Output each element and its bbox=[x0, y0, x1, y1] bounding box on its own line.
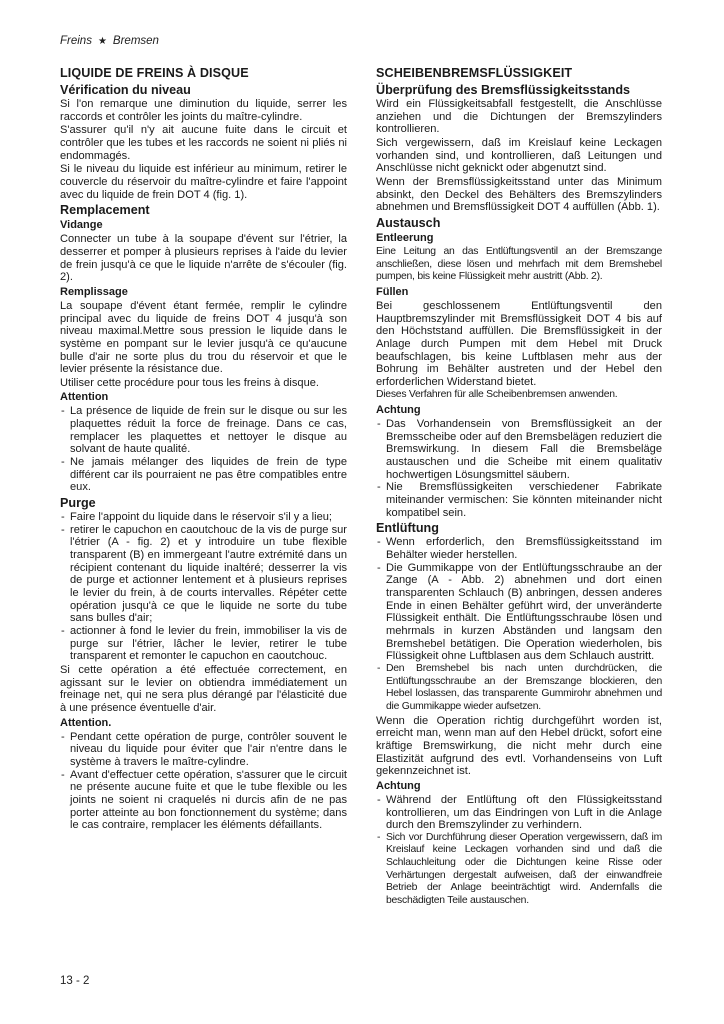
german-column bbox=[376, 66, 662, 909]
vidange-heading: Vidange bbox=[60, 219, 103, 232]
entlueftung-heading: Entlüftung bbox=[376, 521, 439, 536]
achtung-list bbox=[376, 418, 662, 519]
header-french: Freins bbox=[60, 35, 92, 47]
list-item: - Den Bremshebel bis nach unten durchdrücken, die Entlüftungsschraube an der Bremszange blockieren, den Hebel loslassen, das transparente Gummirohr abnehmen und die Gummikappe wieder aufsetzen. bbox=[376, 663, 662, 714]
check-heading: Überprüfung des Bremsflüssigkeitsstands bbox=[376, 83, 631, 97]
section-title-fr: LIQUIDE DE FREINS À DISQUE bbox=[60, 66, 249, 80]
verif-paragraph-1: Si l'on remarque une diminution du liquide, serrer les raccords et contrôler les joints du maître-cylindre. bbox=[60, 98, 347, 123]
achtung2-list bbox=[376, 794, 662, 908]
list-item: - La présence de liquide de frein sur le disque ou sur les plaquettes réduit la force de freinage. Dans ce cas, remplacer les plaquettes et nettoyer le disque au solvant de haute qualité. bbox=[60, 405, 347, 456]
entlueftung-list bbox=[376, 536, 662, 713]
purge-paragraph: Si cette opération a été effectuée correctement, en agissant sur le levier on obtiendra immédiatement un freinage net, qui ne sera plus dérangé par l'élasticité due à une présence éventuelle d'air. bbox=[60, 663, 347, 714]
attention-heading: Attention bbox=[60, 391, 109, 404]
list-item: - Sich vor Durchführung dieser Operation vergewissern, daß im Kreislauf keine Leckagen vorhanden sind und daß die Schlauchleitung oder die Dichtungen keine Risse oder Verhärtungen dergestalt aufweisen, daß der einwandfreie Betrieb der Anlage beeinträchtigt wird. Andernfalls die beschädigten Teile austauschen. bbox=[376, 832, 662, 908]
page-number: 13 - 2 bbox=[60, 975, 90, 987]
attention2-heading: Attention. bbox=[60, 716, 112, 729]
section-title-de: SCHEIBENBREMSFLÜSSIGKEIT bbox=[376, 66, 573, 80]
fuellen-paragraph-2: Dieses Verfahren für alle Scheibenbremsen anwenden. bbox=[376, 389, 618, 401]
check-paragraph-3: Wenn der Bremsflüssigkeitsstand unter das Minimum absinkt, den Deckel des Behälters des Bremszylinders abnehmen und Bremsflüssigkeit DOT 4 auffüllen (Abb. 1). bbox=[376, 175, 662, 214]
page-header bbox=[60, 35, 159, 47]
check-paragraph-2: Sich vergewissern, daß im Kreislauf keine Leckagen vorhanden sind, und kontrollieren, daß Leitungen und Anschlüsse nicht geknickt oder abgenutzt sind. bbox=[376, 136, 662, 175]
list-item: - Das Vorhandensein von Bremsflüssigkeit an der Bremsscheibe oder auf den Bremsbelägen reduziert die Bremswirkung. In diesem Fall die Bremsbeläge austauschen und die Scheibe mit einem qualitativ hochwertigen Lösungsmittel säubern. bbox=[376, 418, 662, 481]
list-item: - Avant d'effectuer cette opération, s'assurer que le circuit ne présente aucune fuite et que le tube flexible ou les joints ne soient ni craquelés ni durcis afin de ne pas porter atteinte au bon fonctionnement du système; dans le cas contraire, remplacer les éléments défaillants. bbox=[60, 769, 347, 832]
check-paragraph-1: Wird ein Flüssigkeitsabfall festgestellt, die Anschlüsse anziehen und die Dichtungen der Bremszylinders kontrollieren. bbox=[376, 98, 662, 136]
list-item: - Ne jamais mélanger des liquides de frein de type différent car ils pourraient ne pas être compatibles entre eux. bbox=[60, 456, 347, 494]
attention2-list bbox=[60, 731, 347, 832]
list-item: - Nie Bremsflüssigkeiten verschiedener Fabrikate miteinander vermischen: Sie könnten miteinander nicht kompatibel sein. bbox=[376, 481, 662, 519]
fuellen-paragraph-1: Bei geschlossenem Entlüftungsventil den Hauptbremszylinder mit Bremsflüssigkeit DOT 4 bis auf den Höchststand auffüllen. Die Bremsflüssigkeit in der Anlage durch Pumpen mit dem Hebel mit Druck beaufschlagen, bis keine Luftblasen mehr aus der Bohrung im Behälter austreten und der Hebel den erforderlichen Widerstand bietet. bbox=[376, 299, 662, 388]
list-item: - retirer le capuchon en caoutchouc de la vis de purge sur l'étrier (A - fig. 2) et y introduire un tube flexible transparent (B) en immergeant l'autre extrémité dans un récipient contenant du liquide inaltéré; desserrer la vis de purge et actionner lentement et à plusieurs reprises le levier du frein, à de courts intervalles. Répéter cette opération jusqu'à ce que le liquide ne sorte du tube sans bulles d'air; bbox=[60, 524, 347, 625]
entleerung-paragraph: Eine Leitung an das Entlüftungsventil an der Bremszange anschließen, diese lösen und mehrfach mit dem Bremshebel pumpen, bis keine Flüssigkeit mehr austritt (Abb. 2). bbox=[376, 245, 662, 283]
remplissage-paragraph-2: Utiliser cette procédure pour tous les freins à disque. bbox=[60, 376, 319, 389]
achtung2-heading: Achtung bbox=[376, 779, 421, 792]
remplissage-heading: Remplissage bbox=[60, 285, 128, 298]
list-item: - actionner à fond le levier du frein, immobiliser la vis de purge sur l'étrier, lâcher le levier, retirer le tube transparent et remonter le capuchon en caoutchouc. bbox=[60, 625, 347, 663]
verif-paragraph-3: Si le niveau du liquide est inférieur au minimum, retirer le couvercle du réservoir du maître-cylindre et faire l'appoint avec du liquide de frein DOT 4 (fig. 1). bbox=[60, 163, 347, 201]
list-item: - Während der Entlüftung oft den Flüssigkeitsstand kontrollieren, um das Eindringen von Luft in die Anlage durch den Bremszylinder zu verhindern. bbox=[376, 794, 662, 832]
entleerung-heading: Entleerung bbox=[376, 231, 434, 244]
list-item: - Faire l'appoint du liquide dans le réservoir s'il y a lieu; bbox=[60, 511, 347, 524]
purge-heading: Purge bbox=[60, 496, 96, 511]
list-item: - Wenn erforderlich, den Bremsflüssigkeitsstand im Behälter wieder herstellen. bbox=[376, 536, 662, 561]
verif-paragraph-2: S'assurer qu'il n'y ait aucune fuite dans le circuit et contrôler que les tubes et les raccords ne soient ni pliés ni endommagés. bbox=[60, 124, 347, 162]
remplissage-paragraph-1: La soupape d'évent étant fermée, remplir le cylindre principal avec du liquide de freins DOT 4 jusqu'à son niveau maximal.Mettre sous pression le liquide dans le système en pompant sur le levier jusqu'à ce qu'aucune bulle d'air ne sorte plus du trou du réservoir et que le levier présente la résistance due. bbox=[60, 299, 347, 376]
fuellen-heading: Füllen bbox=[376, 285, 409, 298]
header-german: Bremsen bbox=[112, 35, 159, 47]
vidange-paragraph: Connecter un tube à la soupape d'évent sur l'étrier, la desserrer et pomper à plusieurs reprises à l'aide du levier de frein jusqu'à ce que le liquide n'arrête de s'écouler (fig. 2). bbox=[60, 233, 347, 284]
austausch-heading: Austausch bbox=[376, 215, 441, 230]
list-item: - Pendant cette opération de purge, contrôler souvent le niveau du liquide pour éviter que l'air n'entre dans le système à travers le maître-cylindre. bbox=[60, 731, 347, 769]
french-column bbox=[60, 66, 347, 833]
verif-heading: Vérification du niveau bbox=[60, 83, 191, 97]
remplacement-heading: Remplacement bbox=[60, 203, 150, 218]
attention-list bbox=[60, 405, 347, 494]
star-icon: ★ bbox=[97, 36, 107, 47]
purge-list bbox=[60, 511, 347, 663]
entlueftung-paragraph: Wenn die Operation richtig durchgeführt worden ist, erreicht man, wenn man auf den Hebel drückt, sofort eine kräftige Bremswirkung, die nicht mehr durch eine Elastizität aufgrund des evtl. Vorhandenseins von Luft gekennzeichnet ist. bbox=[376, 714, 662, 778]
achtung-heading: Achtung bbox=[376, 404, 421, 417]
list-item: - Die Gummikappe von der Entlüftungsschraube an der Zange (A - Abb. 2) abnehmen und dort einen transparenten Schlauch (B) anbringen, dessen anderes Ende in einen Behälter geführt wird, der unveränderte Flüssigkeit enthält. Die Entlüftungsschraube lösen und mehrmals in kurzen Abständen und langsam den Bremshebel betätigen. Die Operation wiederholen, bis Flüssigkeit ohne Luftblasen aus dem Schlauch austritt. bbox=[376, 562, 662, 663]
